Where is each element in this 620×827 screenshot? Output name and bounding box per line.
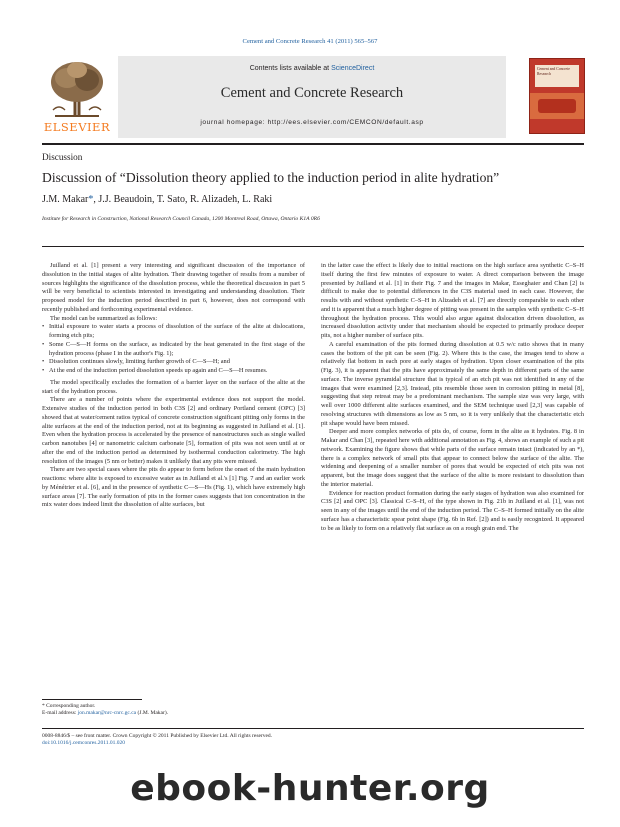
header-rule — [42, 143, 584, 145]
journal-header — [42, 56, 584, 138]
email-prefix: E-mail address: — [42, 710, 77, 717]
email-line — [42, 710, 302, 717]
body-paragraph: There are two special cases where the pits do appear to form before the onset of the main hydration reactions: where alite is exposed to excessive water as in Juilland et al.'s [1] Fig. 7 and an earlier work by Ménétrier et al. [6], and in the presence of synthetic C—S—Hs (Fig. 1), which have extremely high surface areas [7]. The early formation of pits in the former cases suggests that ion concentration in the mix water does indeed limit the dissolution of alite surfaces, but — [42, 466, 305, 509]
list-item: • Initial exposure to water starts a process of dissolution of the surface of the alite at dislocations, forming etch pits; — [42, 323, 305, 341]
corresponding-author-note: * Corresponding author. — [42, 703, 96, 709]
contents-line — [118, 65, 506, 72]
footnote-rule — [42, 699, 142, 700]
watermark: ebook-hunter.org — [130, 768, 490, 809]
issn-block — [42, 733, 272, 747]
doi-link[interactable]: doi:10.1016/j.cemconres.2011.01.020 — [42, 740, 126, 747]
body-column-left — [42, 262, 305, 510]
body-paragraph: Deeper and more complex networks of pits do, of course, form in the alite as it hydrates. Fig. 8 in Makar and Chan [3], repeated here with additional annotation as Fig. 4, shows an example of such a pit network. Examining the figure shows that while parts of the surface remain intact (indicated by an *), there is a complex network of small pits that appear to connect below the surface of the alite. The widening and deepening of a smaller number of pores that would be expected of etch pits was not apparent, but the image does suggest that the surface of the alite is more resistant to dissolution than the interior material. — [321, 428, 584, 488]
journal-cover-image[interactable] — [529, 58, 585, 134]
abstract-rule — [42, 246, 584, 247]
elsevier-logo[interactable] — [42, 58, 112, 134]
body-paragraph: A careful examination of the pits formed during dissolution at 0.5 w/c ratio shows that in many cases the bottom of the pit can be seen (Fig. 2). Where this is the case, the images tend to show a relatively flat bottom in each pore at early stages of hydration. Upon closer examination of the pits (Fig. 3), it is apparent that the pits have approximately the same depth in different parts of the same surface. The inverse pyramidal structure that is typical of an etch pit was not identified in any of the images that were examined [2,3]. Instead, pits resemble those seen in corrosion pitting in metal [8], suggesting that step retreat may be a predominant mechanism. The sample size was very large, with well over 1000 different alite surfaces examined, and the SEM technique used [2,3] was capable of resolving structures with dimensions as low as 5 nm, so it is very unlikely that the characteristic etch pit shape would have been missed. — [321, 340, 584, 427]
body-paragraph: Evidence for reaction product formation during the early stages of hydration was also examined for C3S [2] and OPC [3]. Classical C–S–H, of the type shown in Fig. 21b in Juilland et al. [1], was not seen in any of the images until the end of the induction period. The C–S–H formed initially on the alite surface has a characteristic spear point shape (Fig. 6b in Ref. [2]) and is easily recognized. It appeared to be as likely to form on a relatively flat surface as on a rough grain end. The — [321, 489, 584, 532]
affiliation: Institute for Research in Construction, National Research Council Canada, 1200 Montreal Road, Ottawa, Ontario K1A 0R6 — [42, 216, 320, 222]
body-paragraph: There are a number of points where the experimental evidence does not support the model. Extensive studies of the induction period in both C3S [2] and ordinary Portland cement (OPC) [3] showed that at water/cement ratios typical of concrete construction significant pitting only forms in the alite surfaces at the end of the induction period, not at its beginning as suggested in Juilland et al. [1]. Even when the hydration process is accelerated by the presence of nanostructures such as single walled carbon nanotubes [4] or nanometric calcium carbonate [5], formation of pits was not seen until at or after the end of the induction period as determined by isothermal conduction calorimetry. The high resolution of the images (5 nm or better) makes it unlikely that any pits were missed. — [42, 396, 305, 465]
body-column-right — [321, 262, 584, 533]
body-paragraph: The model can be summarized as follows: — [50, 314, 158, 322]
email-suffix: (J.M. Makar). — [137, 710, 169, 717]
elsevier-wordmark: ELSEVIER — [43, 120, 111, 134]
list-item: • At the end of the induction period dissolution speeds up again and C—S—H resumes. — [42, 367, 305, 376]
first-author: J.M. Makar — [42, 194, 89, 205]
sciencedirect-link[interactable]: ScienceDirect — [331, 65, 375, 72]
body-paragraph: in the latter case the effect is likely due to initial reactions on the high surface area synthetic C–S–H itself during the first few minutes of exposure to water. A direct comparison between the image presented by Juilland et al. [1] in their Fig. 7 and the images in Makar, Esseghaier and Chan [2] is difficult to make due to potential differences in the C3S material used in each case. However, the results with and without synthetic C–S–H in Alizadeh et al. [7] are directly comparable to each other and it is apparent that a much higher degree of pitting was present in the samples with synthetic C–S–H throughout the hydration process. This would also argue against dislocation driven dissolution, as increased dissolution activity under that mechanism should be expected to primarily produce deeper pits, not a higher number of surface pits. — [321, 262, 584, 339]
author-list — [42, 194, 272, 205]
corresponding-author-marker[interactable]: * — [88, 194, 94, 205]
article-title: Discussion of “Dissolution theory applied to the induction period in alite hydration” — [42, 170, 500, 185]
footnote — [42, 703, 302, 717]
elsevier-tree-icon — [45, 58, 109, 118]
bottom-rule — [42, 728, 584, 729]
journal-reference[interactable]: Cement and Concrete Research 41 (2011) 565–567 — [242, 38, 378, 45]
header-banner — [118, 56, 506, 138]
contents-prefix: Contents lists available at — [249, 65, 330, 72]
list-item: • Some C—S—H forms on the surface, as indicated by the heat generated in the first stage of the hydration process (phase I in the author's Fig. 1); — [42, 341, 305, 359]
body-paragraph: The model specifically excludes the formation of a barrier layer on the surface of the alite at the start of the hydration process. — [42, 378, 305, 395]
cover-title: Cement and Concrete Research — [535, 65, 579, 87]
journal-homepage[interactable]: journal homepage: http://ees.elsevier.com/CEMCON/default.asp — [200, 119, 424, 126]
list-item: • Dissolution continues slowly, limiting further growth of C—S—H; and — [42, 358, 305, 367]
author-email-link[interactable]: jon.makar@nrc-cnrc.gc.ca — [77, 710, 137, 717]
issn-line: 0008-8846/$ – see front matter. Crown Copyright © 2011 Published by Elsevier Ltd. All rights reserved. — [42, 733, 273, 739]
article-type: Discussion — [42, 152, 83, 162]
body-paragraph: Juilland et al. [1] present a very interesting and significant discussion of the importance of dissolution in the initial stages of alite hydration. Their drawing together of results from a number of sources highlights the significance of the dissolution process, while the theoretical discussion in part 5 will be very beneficial to scientists interested in investigating and understanding dissolution. Their proposed model for the induction period described in part 6, however, does not correspond with recently published and forthcoming experimental evidence. — [42, 262, 305, 313]
model-summary-list — [42, 323, 305, 376]
journal-title[interactable]: Cement and Concrete Research — [220, 85, 404, 101]
cover-decoration-inner — [538, 99, 576, 113]
other-authors: , J.J. Beaudoin, T. Sato, R. Alizadeh, L. Raki — [93, 194, 273, 205]
